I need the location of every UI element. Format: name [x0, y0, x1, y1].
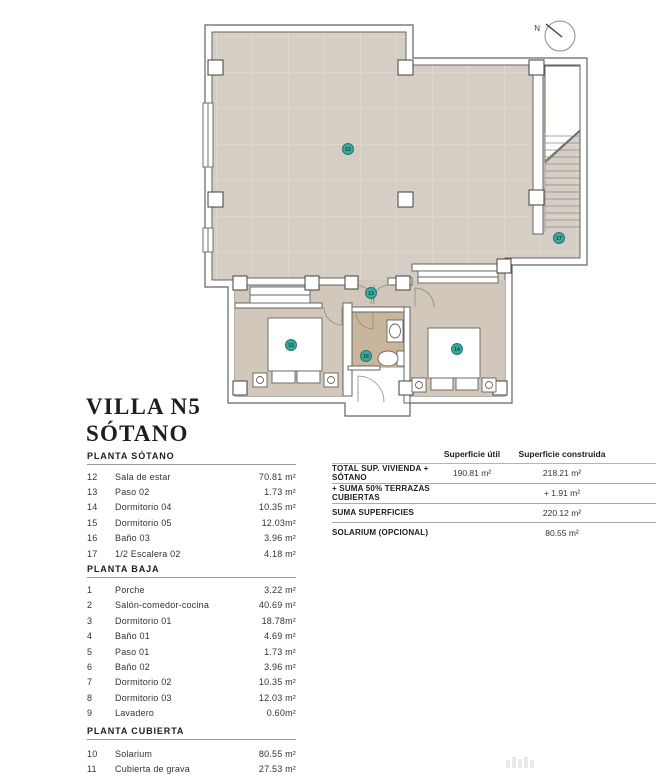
row-name: Salón-comedor-cocina — [115, 600, 210, 611]
summary-row — [332, 523, 656, 542]
area-row — [87, 629, 296, 644]
sink-icon — [387, 320, 403, 342]
area-row — [87, 598, 296, 613]
svg-text:17: 17 — [556, 236, 562, 242]
row-area: 3.96 m² — [264, 533, 296, 544]
summary-label: SOLARIUM (OPCIONAL) — [332, 528, 429, 538]
room-marker-14 — [452, 344, 463, 355]
row-number: 11 — [87, 763, 97, 774]
area-row — [87, 746, 296, 761]
row-name: Paso 01 — [115, 646, 150, 657]
row-number: 8 — [87, 692, 93, 703]
row-name: Baño 03 — [115, 533, 150, 544]
row-number: 6 — [87, 661, 93, 672]
toilet-icon — [378, 351, 404, 366]
row-name: Solarium — [115, 748, 153, 759]
row-area: 1.73 m² — [264, 487, 296, 498]
area-row — [87, 761, 296, 776]
row-name: Dormitorio 01 — [115, 615, 172, 626]
row-number: 7 — [87, 677, 93, 688]
row-number: 1 — [87, 585, 93, 596]
row-name: Baño 02 — [115, 661, 150, 672]
area-row — [87, 644, 296, 659]
row-area: 10.35 m² — [258, 677, 296, 688]
row-number: 15 — [87, 517, 98, 528]
svg-text:14: 14 — [454, 347, 460, 353]
row-area: 3.22 m² — [264, 585, 296, 596]
svg-text:N: N — [534, 24, 540, 33]
row-area: 12.03 m² — [258, 692, 296, 703]
summary-construida: 220.12 m² — [542, 507, 582, 518]
row-name: Paso 02 — [115, 487, 150, 498]
svg-text:13: 13 — [368, 291, 374, 297]
room-marker-17 — [554, 233, 565, 244]
row-area: 1.73 m² — [264, 646, 296, 657]
row-name: Dormitorio 02 — [115, 677, 172, 688]
area-row — [87, 546, 296, 561]
row-number: 16 — [87, 533, 98, 544]
page-title-line2: SÓTANO — [86, 421, 189, 446]
area-row — [87, 582, 296, 597]
row-name: Lavadero — [115, 708, 155, 719]
area-row — [87, 500, 296, 515]
row-area: 10.35 m² — [258, 502, 296, 513]
entry-vestibule — [348, 368, 406, 412]
row-name: Baño 01 — [115, 631, 150, 642]
col-superficie-util: Superficie útil — [443, 449, 501, 459]
svg-text:16: 16 — [363, 354, 369, 360]
section-header-baja: PLANTA BAJA — [87, 564, 296, 578]
row-area: 3.96 m² — [264, 661, 296, 672]
summary-construida: 80.55 m² — [545, 527, 579, 538]
row-name: Sala de estar — [115, 471, 171, 482]
svg-text:15: 15 — [288, 343, 294, 349]
row-name: Dormitorio 04 — [115, 502, 172, 513]
area-row — [87, 659, 296, 674]
summary-label: TOTAL SUP. VIVIENDA + SÓTANO — [332, 464, 429, 483]
room-marker-13 — [366, 288, 377, 299]
summary-label: + SUMA 50% TERRAZAS CUBIERTAS — [332, 484, 430, 503]
summary-label: SUMA SUPERFICIES — [332, 508, 415, 518]
row-area: 12.03m² — [261, 517, 296, 528]
area-row — [87, 675, 296, 690]
row-name: 1/2 Escalera 02 — [115, 548, 181, 559]
area-row — [87, 484, 296, 499]
area-row — [87, 515, 296, 530]
row-name: Cubierta de grava — [115, 763, 190, 774]
room-marker-16 — [361, 351, 372, 362]
summary-util: 190.81 m² — [452, 468, 492, 479]
summary-construida: 218.21 m² — [542, 468, 582, 479]
row-area: 80.55 m² — [258, 748, 296, 759]
page-title-line1: VILLA N5 — [86, 394, 202, 419]
row-number: 9 — [87, 708, 93, 719]
summary-row — [332, 464, 656, 484]
row-number: 14 — [87, 502, 98, 513]
section-header-cubierta: PLANTA CUBIERTA — [87, 726, 296, 740]
row-number: 17 — [87, 548, 98, 559]
row-area: 4.18 m² — [264, 548, 296, 559]
surface-summary-table — [332, 443, 656, 542]
room-marker-12 — [343, 144, 354, 155]
row-number: 3 — [87, 615, 93, 626]
area-row — [87, 705, 296, 720]
row-number: 10 — [87, 748, 98, 759]
summary-header — [332, 443, 656, 464]
row-number: 13 — [87, 487, 98, 498]
page-title — [86, 393, 201, 447]
section-header-sotano: PLANTA SÓTANO — [87, 451, 296, 465]
summary-construida: + 1.91 m² — [543, 488, 581, 499]
row-area: 40.69 m² — [258, 600, 296, 611]
row-number: 5 — [87, 646, 93, 657]
row-area: 4.69 m² — [264, 631, 296, 642]
row-area: 18.78m² — [261, 615, 296, 626]
row-number: 4 — [87, 631, 93, 642]
row-area: 0.60m² — [266, 708, 296, 719]
col-superficie-construida: Superficie construida — [518, 449, 606, 459]
row-number: 12 — [87, 471, 98, 482]
area-row — [87, 690, 296, 705]
compass-icon — [534, 21, 575, 51]
area-row — [87, 613, 296, 628]
svg-text:12: 12 — [345, 147, 351, 153]
row-name: Dormitorio 03 — [115, 692, 172, 703]
area-row — [87, 531, 296, 546]
row-area: 27.53 m² — [258, 763, 296, 774]
row-area: 70.81 m² — [258, 471, 296, 482]
row-name: Dormitorio 05 — [115, 517, 172, 528]
row-name: Porche — [115, 585, 145, 596]
area-tables — [87, 448, 296, 777]
summary-row — [332, 504, 656, 524]
watermark-logo — [506, 757, 534, 768]
room-marker-15 — [286, 340, 297, 351]
row-number: 2 — [87, 600, 93, 611]
summary-row — [332, 484, 656, 504]
area-row — [87, 469, 296, 484]
